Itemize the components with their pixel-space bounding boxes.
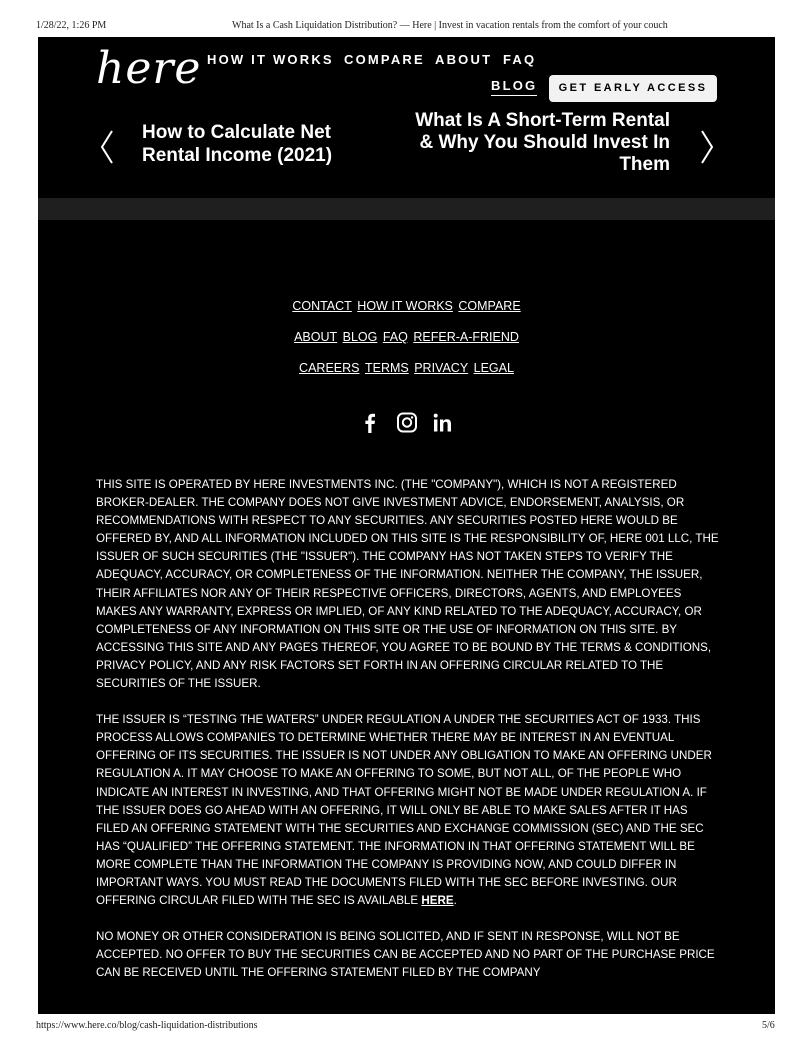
print-footer <box>0 1016 811 1050</box>
footer-link-compare[interactable]: COMPARE <box>458 299 521 313</box>
print-date: 1/28/22, 1:26 PM <box>36 20 107 31</box>
social-links <box>38 412 775 434</box>
main-nav <box>38 52 775 112</box>
footer-link-privacy[interactable]: PRIVACY <box>414 361 469 375</box>
footer-link-faq[interactable]: FAQ <box>382 330 408 344</box>
chevron-right-icon[interactable] <box>696 127 716 167</box>
footer-link-contact[interactable]: CONTACT <box>292 299 352 313</box>
print-url: https://www.here.co/blog/cash-liquidation-distributions <box>36 1020 258 1031</box>
footer-link-blog[interactable]: BLOG <box>342 330 378 344</box>
footer-links <box>38 299 775 392</box>
disclaimer-text: THE ISSUER IS “TESTING THE WATERS” UNDER REGULATION A UNDER THE SECURITIES ACT OF 1933. THIS PROCESS ALLOWS COMPANIES TO DETERMINE WHETHER THERE MAY BE INTEREST IN AN EVENTUAL OFFERING OF ITS SECURITIES. THE ISSUER IS NOT UNDER ANY OBLIGATION TO MAKE AN OFFERING UNDER REGULATION A. IT MAY CHOOSE TO MAKE AN OFFERING TO SOME, BUT NOT ALL, OF THE PEOPLE WHO INDICATE AN INTEREST IN INVESTING, AND THAT OFFERING MIGHT NOT BE MADE UNDER REGULATION A. IF THE ISSUER DOES GO AHEAD WITH AN OFFERING, IT WILL ONLY BE ABLE TO MAKE SALES AFTER IT HAS FILED AN OFFERING STATEMENT WITH THE SECURITIES AND EXCHANGE COMMISSION (SEC) AND THE SEC HAS “QUALIFIED” THE OFFERING STATEMENT. THE INFORMATION IN THAT OFFERING STATEMENT WILL BE MORE COMPLETE THAN THE INFORMATION THE COMPANY IS PROVIDING NOW, AND COULD DIFFER IN IMPORTANT WAYS. YOU MUST READ THE DOCUMENTS FILED WITH THE SEC BEFORE INVESTING. OUR OFFERING CIRCULAR FILED WITH THE SEC IS AVAILABLE <box>96 713 712 908</box>
footer-link-careers[interactable]: CAREERS <box>299 361 360 375</box>
nav-about[interactable]: ABOUT <box>435 52 493 67</box>
footer-link-legal[interactable]: LEGAL <box>473 361 514 375</box>
next-post-title[interactable]: What Is A Short-Term Rental & Why You Should Invest In Them <box>415 110 670 175</box>
print-page-number: 5/6 <box>762 1020 775 1031</box>
nav-compare[interactable]: COMPARE <box>344 52 425 67</box>
disclaimer-paragraph: NO MONEY OR OTHER CONSIDERATION IS BEING SOLICITED, AND IF SENT IN RESPONSE, WILL NOT BE ACCEPTED. NO OFFER TO BUY THE SECURITIES CAN BE ACCEPTED AND NO PART OF THE PURCHASE PRICE CAN BE RECEIVED UNTIL THE OFFERING STATEMENT FILED BY THE COMPANY <box>96 930 715 980</box>
nav-how-it-works[interactable]: HOW IT WORKS <box>207 52 334 67</box>
disclaimer-paragraph: THE ISSUER IS “TESTING THE WATERS” UNDER REGULATION A UNDER THE SECURITIES ACT OF 1933. THIS PROCESS ALLOWS COMPANIES TO DETERMINE WHETHER THERE MAY BE INTEREST IN AN EVENTUAL OFFERING OF ITS SECURITIES. THE ISSUER IS NOT UNDER ANY OBLIGATION TO MAKE AN OFFERING UNDER REGULATION A. IT MAY CHOOSE TO MAKE AN OFFERING TO SOME, BUT NOT ALL, OF THE PEOPLE WHO INDICATE AN INTEREST IN INVESTING, AND THAT OFFERING MIGHT NOT BE MADE UNDER REGULATION A. IF THE ISSUER DOES GO AHEAD WITH AN OFFERING, IT WILL ONLY BE ABLE TO MAKE SALES AFTER IT HAS FILED AN OFFERING STATEMENT WITH THE SECURITIES AND EXCHANGE COMMISSION (SEC) AND THE SEC HAS “QUALIFIED” THE OFFERING STATEMENT. THE INFORMATION IN THAT OFFERING STATEMENT WILL BE MORE COMPLETE THAN THE INFORMATION THE COMPANY IS PROVIDING NOW, AND COULD DIFFER IN IMPORTANT WAYS. YOU MUST READ THE DOCUMENTS FILED WITH THE SEC BEFORE INVESTING. OUR OFFERING CIRCULAR FILED WITH THE SEC IS AVAILABLE HERE. <box>96 713 712 908</box>
footer-link-how-it-works[interactable]: HOW IT WORKS <box>357 299 453 313</box>
facebook-icon[interactable] <box>358 412 382 434</box>
footer-link-about[interactable]: ABOUT <box>294 330 338 344</box>
footer-links-row <box>38 361 775 392</box>
print-page-title: What Is a Cash Liquidation Distribution? — Here | Invest in vacation rentals from the comfort of your couch <box>232 20 668 31</box>
page-content <box>38 37 775 1014</box>
chevron-left-icon[interactable] <box>98 127 118 167</box>
linkedin-icon[interactable] <box>431 412 455 434</box>
footer-link-terms[interactable]: TERMS <box>364 361 409 375</box>
disclaimer-paragraph: THIS SITE IS OPERATED BY HERE INVESTMENTS INC. (THE "COMPANY"), WHICH IS NOT A REGISTERED BROKER-DEALER. THE COMPANY DOES NOT GIVE INVESTMENT ADVICE, ENDORSEMENT, ANALYSIS, OR RECOMMENDATIONS WITH RESPECT TO ANY SECURITIES. ANY SECURITIES POSTED HERE WOULD BE OFFERED BY, AND ALL INFORMATION INCLUDED ON THIS SITE IS THE RESPONSIBILITY OF, HERE 001 LLC, THE ISSUER OF SUCH SECURITIES (THE "ISSUER"). THE COMPANY HAS NOT TAKEN STEPS TO VERIFY THE ADEQUACY, ACCURACY, OR COMPLETENESS OF THE INFORMATION. NEITHER THE COMPANY, THE ISSUER, THEIR AFFILIATES NOR ANY OF THEIR RESPECTIVE OFFICERS, DIRECTORS, AGENTS, AND EMPLOYEES MAKES ANY WARRANTY, EXPRESS OR IMPLIED, OF ANY KIND RELATED TO THE ADEQUACY, ACCURACY, OR COMPLETENESS OF ANY INFORMATION ON THIS SITE OR THE USE OF INFORMATION ON THIS SITE. BY ACCESSING THIS SITE AND ANY PAGES THEREOF, YOU AGREE TO BE BOUND BY THE TERMS & CONDITIONS, PRIVACY POLICY, AND ANY RISK FACTORS SET FORTH IN AN OFFERING CIRCULAR RELATED TO THE SECURITIES OF THE ISSUER. <box>96 478 719 691</box>
instagram-icon[interactable] <box>395 412 419 434</box>
legal-disclaimer <box>96 476 720 1000</box>
section-divider <box>38 198 775 220</box>
footer-link-refer-a-friend[interactable]: REFER-A-FRIEND <box>413 330 519 344</box>
offering-circular-link[interactable]: HERE <box>421 894 454 908</box>
print-header <box>0 0 811 36</box>
prev-post-title[interactable]: How to Calculate Net Rental Income (2021) <box>142 122 333 166</box>
nav-faq[interactable]: FAQ <box>503 52 537 67</box>
footer-links-row <box>38 299 775 330</box>
footer-links-row <box>38 330 775 361</box>
get-early-access-button[interactable]: GET EARLY ACCESS <box>549 75 717 102</box>
nav-blog[interactable]: BLOG <box>491 78 537 96</box>
site-logo[interactable]: here <box>96 43 202 94</box>
post-navigation <box>38 107 775 207</box>
